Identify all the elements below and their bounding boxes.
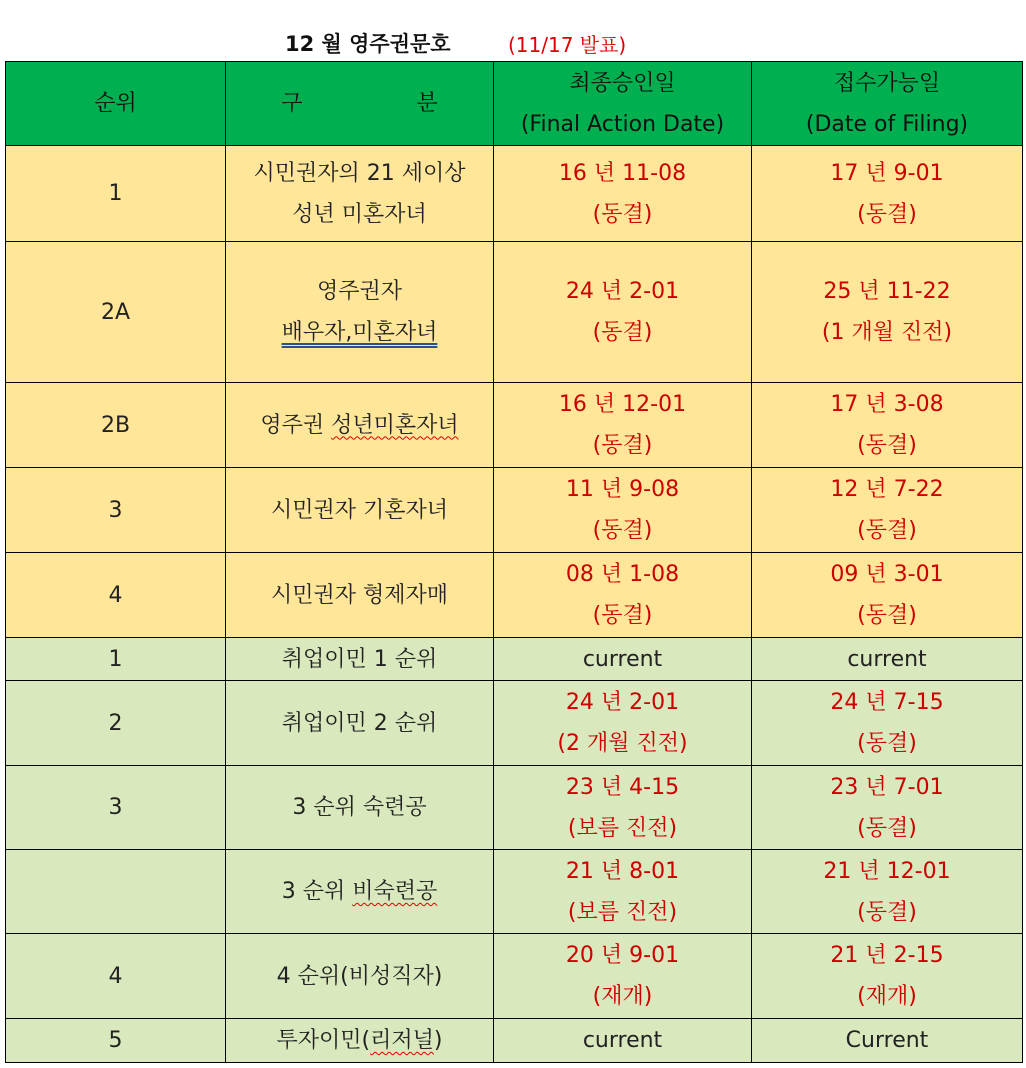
- rank-cell: 5: [6, 1019, 226, 1063]
- final-action-date: 11 년 9-08: [565, 477, 680, 502]
- final-action-cell: [494, 766, 752, 850]
- final-action-cell: [494, 242, 752, 383]
- final-action-cell: current: [494, 638, 752, 681]
- category-cell: [226, 146, 494, 242]
- rank-cell: [6, 850, 226, 934]
- category-line: 시민권자의 21 세이상: [253, 160, 466, 186]
- category-cell: 시민권자 기혼자녀: [226, 468, 494, 553]
- category-line: 3 순위: [281, 879, 353, 904]
- rank-cell: 1: [6, 146, 226, 242]
- category-cell: [226, 383, 494, 468]
- category-cell: 시민권자 형제자매: [226, 553, 494, 638]
- final-action-change: (동결): [592, 320, 653, 345]
- final-action-change: (2 개월 진전): [557, 731, 688, 756]
- category-cell: [226, 850, 494, 934]
- rank-cell: 4: [6, 934, 226, 1019]
- final-action-date: 21 년 8-01: [565, 858, 680, 884]
- filing-change: (동결): [857, 815, 917, 841]
- category-line: 투자이민(: [276, 1028, 371, 1053]
- category-cell: 3 순위 숙련공: [226, 766, 494, 850]
- header-final-action-ko: 최종승인일: [569, 70, 676, 96]
- category-line: 성년 미혼자녀: [292, 201, 427, 227]
- filing-change: (동결): [857, 731, 917, 756]
- category-cell: 4 순위(비성직자): [226, 934, 494, 1019]
- header-final-action-en: (Final Action Date): [520, 111, 725, 137]
- rank-cell: 2A: [6, 242, 226, 383]
- final-action-date: 24 년 2-01: [565, 279, 680, 304]
- final-action-cell: [494, 850, 752, 934]
- final-action-change: (동결): [592, 201, 653, 227]
- category-cell: [226, 242, 494, 383]
- rank-cell: 1: [6, 638, 226, 681]
- category-line-underlined: 성년미혼자녀: [331, 412, 459, 438]
- table-row: [6, 242, 1023, 383]
- header-category-a: 구: [281, 91, 303, 116]
- category-line: ): [433, 1028, 443, 1053]
- table-row: [6, 383, 1023, 468]
- filing-date: 17 년 9-01: [830, 160, 944, 186]
- final-action-date: 24 년 2-01: [565, 690, 680, 715]
- filing-date: 12 년 7-22: [830, 477, 944, 502]
- final-action-cell: [494, 681, 752, 766]
- final-action-date: 08 년 1-08: [565, 562, 680, 587]
- rank-cell: 3: [6, 766, 226, 850]
- final-action-date: 23 년 4-15: [565, 774, 680, 800]
- filing-date: 09 년 3-01: [830, 562, 944, 587]
- final-action-date: 16 년 12-01: [558, 392, 687, 417]
- final-action-cell: current: [494, 1019, 752, 1063]
- filing-change: (1 개월 진전): [821, 320, 953, 345]
- header-rank: 순위: [6, 62, 226, 146]
- filing-date: 25 년 11-22: [823, 279, 951, 304]
- filing-cell: [752, 468, 1023, 553]
- category-line-underlined: 비숙련공: [352, 879, 438, 904]
- category-line: 영주권자: [316, 279, 402, 304]
- rank-cell: 4: [6, 553, 226, 638]
- header-row: [6, 62, 1023, 146]
- rank-cell: 3: [6, 468, 226, 553]
- filing-change: (재개): [857, 984, 917, 1009]
- filing-cell: [752, 242, 1023, 383]
- final-action-cell: [494, 146, 752, 242]
- category-cell: [226, 1019, 494, 1063]
- table-row: [6, 850, 1023, 934]
- final-action-change: (동결): [592, 518, 653, 543]
- final-action-change: (동결): [592, 433, 653, 458]
- table-row: [6, 146, 1023, 242]
- filing-cell: current: [752, 638, 1023, 681]
- table-row: [6, 553, 1023, 638]
- filing-cell: [752, 146, 1023, 242]
- filing-cell: [752, 850, 1023, 934]
- filing-change: (동결): [857, 899, 917, 925]
- filing-date: 21 년 2-15: [830, 943, 944, 968]
- filing-date: 23 년 7-01: [830, 774, 944, 800]
- announcement-note: (11/17 발표): [508, 33, 627, 57]
- final-action-change: (재개): [592, 984, 653, 1009]
- filing-cell: Current: [752, 1019, 1023, 1063]
- final-action-cell: [494, 468, 752, 553]
- filing-date: 17 년 3-08: [830, 392, 944, 417]
- filing-date: 21 년 12-01: [823, 858, 951, 884]
- final-action-change: (보름 진전): [567, 899, 678, 925]
- table-row: [6, 468, 1023, 553]
- final-action-cell: [494, 383, 752, 468]
- header-category: [226, 62, 494, 146]
- category-line-underlined: 리저널: [370, 1028, 434, 1053]
- page-title: 12 월 영주권문호: [285, 32, 451, 56]
- filing-cell: [752, 934, 1023, 1019]
- header-filing-en: (Date of Filing): [805, 111, 969, 137]
- visa-bulletin-table: [5, 61, 1023, 1063]
- final-action-date: 16 년 11-08: [558, 160, 687, 186]
- filing-cell: [752, 681, 1023, 766]
- header-filing-ko: 접수가능일: [833, 70, 941, 96]
- filing-cell: [752, 766, 1023, 850]
- header-category-b: 분: [416, 91, 438, 116]
- table-row: [6, 766, 1023, 850]
- header-final-action: [494, 62, 752, 146]
- filing-change: (동결): [857, 201, 917, 227]
- category-line: 영주권: [260, 412, 332, 438]
- filing-cell: [752, 383, 1023, 468]
- filing-cell: [752, 553, 1023, 638]
- category-cell: 취업이민 2 순위: [226, 681, 494, 766]
- rank-cell: 2: [6, 681, 226, 766]
- rank-cell: 2B: [6, 383, 226, 468]
- title-row: [0, 28, 1026, 60]
- final-action-cell: [494, 934, 752, 1019]
- filing-change: (동결): [857, 433, 917, 458]
- filing-change: (동결): [857, 603, 917, 628]
- final-action-date: 20 년 9-01: [565, 943, 680, 968]
- filing-change: (동결): [857, 518, 917, 543]
- table-row: [6, 1019, 1023, 1063]
- table-row: [6, 681, 1023, 766]
- final-action-change: (보름 진전): [567, 815, 678, 841]
- category-line: 배우자,미혼자녀: [281, 320, 438, 345]
- table-row: [6, 934, 1023, 1019]
- filing-date: 24 년 7-15: [830, 690, 944, 715]
- table-row: [6, 638, 1023, 681]
- category-cell: 취업이민 1 순위: [226, 638, 494, 681]
- final-action-change: (동결): [592, 603, 653, 628]
- header-filing: [752, 62, 1023, 146]
- final-action-cell: [494, 553, 752, 638]
